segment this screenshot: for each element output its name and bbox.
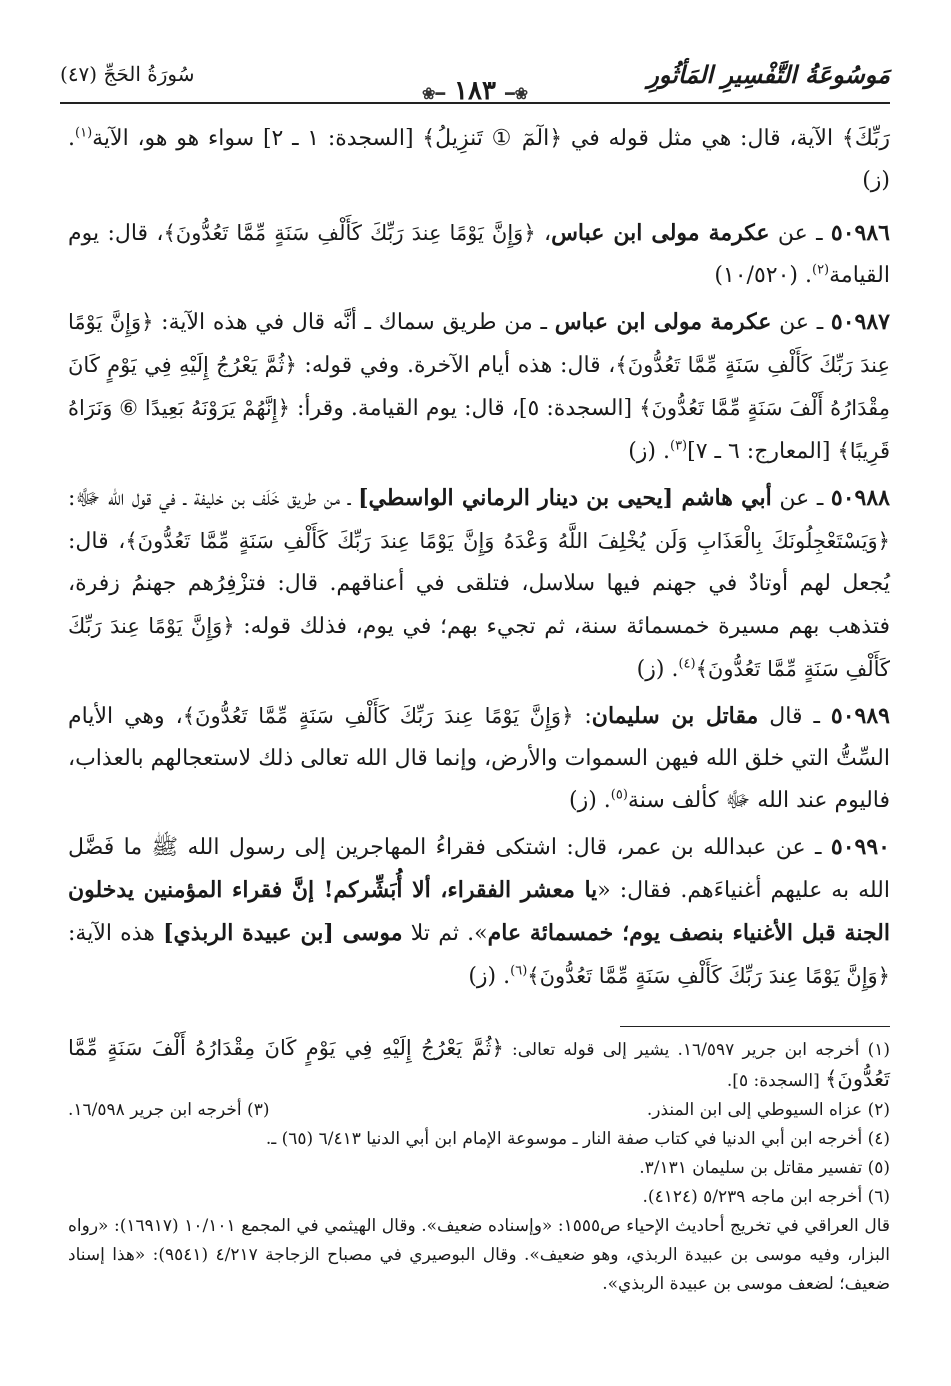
- entry-50988: [68, 477, 890, 691]
- text: ـ من طريق سماك ـ أنَّه قال في هذه الآية:: [153, 310, 555, 335]
- ornament-icon: ❀━: [505, 84, 529, 103]
- text: رَبِّكَ﴾ الآية، قال: هي مثل قوله في ﴿الٓمٓ ① تَنزِيلُ﴾ [السجدة: ١ ـ ٢] سواء هو هو، الآية: [92, 126, 890, 151]
- main-text: [68, 118, 890, 1002]
- quran-verse: ﴿ثُمَّ يَعْرُجُ إِلَيْهِ فِي يَوْمٍ كَانَ مِقْدَارُهُ أَلْفَ سَنَةٍ مِّمَّا تَعُدُّونَ﴾: [68, 353, 890, 420]
- quran-verse: ﴿ثُمَّ يَعْرُجُ إِلَيْهِ فِي يَوْمٍ كَانَ مِقْدَارُهُ أَلْفَ سَنَةٍ مِّمَّا تَعُدُّونَ﴾: [68, 1036, 890, 1091]
- text: [السجدة: ٥]، قال: يوم القيامة. وقرأ:: [289, 396, 640, 421]
- footnote-ref: (١): [75, 125, 93, 141]
- text: ـ عن: [771, 310, 831, 335]
- text: ، قال: هذه أيام الآخرة. وفي قوله:: [296, 353, 616, 378]
- text: . (ز): [628, 439, 670, 464]
- quran-verse: ﴿وَإِنَّ يَوْمًا عِندَ رَبِّكَ كَأَلْفِ سَنَةٍ مِّمَّا تَعُدُّونَ﴾: [182, 704, 574, 728]
- text: ، قال: يُجعل لهم أوتادٌ في جهنم فيها سلاسل، فتلقى في أعناقهم. قال: فتزْفِرُهم جهنمُ زفرة، فتذهب بهم مسيرة خمسمائة سنة، ثم تجيء بهم؛ في يوم، فذلك قوله:: [68, 529, 890, 639]
- hadith-number: ٥٠٩٨٧: [830, 309, 890, 335]
- narrator: عكرمة مولى ابن عباس: [551, 220, 770, 246]
- text: . (١٠/٥٢٠): [714, 263, 812, 288]
- text: ، قال: يوم القيامة: [68, 221, 890, 288]
- text: . (ز): [68, 126, 890, 193]
- entry-continuation: [68, 118, 890, 202]
- quran-verse: ﴿وَإِنَّ يَوْمًا عِندَ رَبِّكَ كَأَلْفِ سَنَةٍ مِّمَّا تَعُدُّونَ﴾: [163, 221, 536, 245]
- text: ،: [535, 221, 552, 246]
- quran-verse: ﴿إِنَّهُمْ يَرَوْنَهُ بَعِيدًا ⑥ وَنَرَاهُ قَرِيبًا﴾: [68, 396, 890, 463]
- footnote-6: (٦) أخرجه ابن ماجه ٥/٢٣٩ (٤١٢٤).: [642, 1187, 890, 1207]
- entry-50986: [68, 212, 890, 297]
- footnote-3: (٣) أخرجه ابن جرير ١٦/٥٩٨.: [68, 1100, 270, 1120]
- entry-50989: [68, 695, 890, 822]
- text: . (ز): [636, 657, 679, 682]
- footnote-1: [68, 1034, 890, 1096]
- hadith-number: ٥٠٩٩٠: [830, 834, 890, 860]
- quran-verse: ﴿وَإِنَّ يَوْمًا عِندَ رَبِّكَ كَأَلْفِ سَنَةٍ مِّمَّا تَعُدُّونَ﴾: [68, 614, 890, 681]
- footnote-rule: [620, 1026, 890, 1027]
- footnote-ref: (٦): [510, 963, 528, 979]
- quran-verse: ﴿وَيَسْتَعْجِلُونَكَ بِالْعَذَابِ وَلَن يُخْلِفَ اللَّهُ وَعْدَهُ وَإِنَّ يَوْمًا عِندَ رَبِّكَ كَأَلْفِ سَنَةٍ مِّمَّا تَعُدُّونَ﴾: [125, 529, 890, 553]
- footnote-row: [68, 1096, 890, 1125]
- prophetic-saying: يا معشر الفقراء، ألا أُبَشِّركم! إنَّ فقراء المؤمنين يدخلون الجنة قبل الأغنياء بنصف يوم؛ خمسمائة عام: [68, 877, 890, 946]
- page-number: ١٨٣: [454, 76, 496, 106]
- text: . (ز): [569, 788, 611, 813]
- page-header: [60, 56, 890, 114]
- text: ـ من طريق خَلَف بن خليفة ـ في قول الله ﷻ:: [68, 486, 359, 511]
- quran-verse: ﴿وَإِنَّ يَوْمًا عِندَ رَبِّكَ كَأَلْفِ سَنَةٍ مِّمَّا تَعُدُّونَ﴾: [68, 310, 890, 377]
- footnote-ref: (٥): [610, 787, 628, 803]
- footnote-6-note: قال العراقي في تخريج أحاديث الإحياء ص١٥٥٥: «وإسناده ضعيف». وقال الهيثمي في المجمع ١٠/١٠١ (١٦٩١٧): «رواه البزار، وفيه موسى بن عبيدة الربذي، وهو ضعيف». وقال البوصيري في مصباح الزجاجة ٤/٢١٧ (٩٥٤١): «هذا إسناد ضعيف؛ لضعف موسى بن عبيدة الربذي».: [68, 1216, 891, 1294]
- footnote-2: (٢) عزاه السيوطي إلى ابن المنذر.: [646, 1100, 890, 1120]
- footnote-4: (٤) أخرجه ابن أبي الدنيا في كتاب صفة النار ـ موسوعة الإمام ابن أبي الدنيا ٦/٤١٣ (٦٥) ـ.: [265, 1129, 890, 1149]
- book-title: مَوسُوعَةُ التَّفْسِيرِ المَأثُورِ: [647, 60, 890, 89]
- narrator: أبي هاشم [يحيى بن دينار الرماني الواسطي]: [358, 485, 772, 511]
- footnote-5: (٥) تفسير مقاتل بن سليمان ٣/١٣١.: [639, 1158, 890, 1178]
- text: هذه الآية:: [68, 921, 164, 946]
- entry-50987: [68, 301, 890, 473]
- footnote-ref: (٤): [678, 656, 696, 672]
- text: (١) أخرجه ابن جرير ١٦/٥٩٧. يشير إلى قوله تعالى:: [503, 1040, 890, 1060]
- hadith-number: ٥٠٩٨٦: [830, 220, 890, 246]
- footnotes: [68, 1034, 890, 1299]
- text: ». ثم تلا: [402, 921, 488, 946]
- surah-label: سُورَةُ الحَجِّ (٤٧): [60, 62, 195, 86]
- text: . (ز): [468, 964, 511, 989]
- entry-50990: [68, 826, 890, 998]
- hadith-number: ٥٠٩٨٩: [830, 703, 890, 729]
- text: ـ قال: [758, 704, 831, 729]
- narrator: مقاتل بن سليمان: [591, 703, 759, 729]
- header-rule: [60, 102, 890, 104]
- footnote-ref: (٣): [669, 438, 688, 454]
- hadith-number: ٥٠٩٨٨: [830, 485, 890, 511]
- text: :: [573, 704, 592, 729]
- footnote-ref: (٢): [811, 262, 830, 278]
- quran-verse: ﴿وَإِنَّ يَوْمًا عِندَ رَبِّكَ كَأَلْفِ سَنَةٍ مِّمَّا تَعُدُّونَ﴾: [527, 964, 890, 988]
- narrator: موسى [بن عبيدة الربذي]: [163, 920, 403, 946]
- text: [السجدة: ٥].: [726, 1071, 826, 1091]
- text: ـ عن: [771, 486, 831, 511]
- narrator: عكرمة مولى ابن عباس: [554, 309, 772, 335]
- ornament-icon: ━❀: [421, 84, 445, 103]
- text: ـ عن عبدالله بن عمر، قال: اشتكى فقراءُ المهاجرين إلى رسول الله ﷺ ما فَضَّل الله به عليهم أغنياءَهم. فقال: «: [68, 835, 890, 903]
- text: ـ عن: [769, 221, 831, 246]
- text: [المعارج: ٦ ـ ٧]: [687, 439, 838, 464]
- text: ، وهي الأيام السِّتُّ التي خلق الله فيهن السموات والأرض، وإنما قال الله تعالى ذلك لاستعجالهم بالعذاب، فاليوم عند الله ﷻ كألف سنة: [67, 704, 890, 813]
